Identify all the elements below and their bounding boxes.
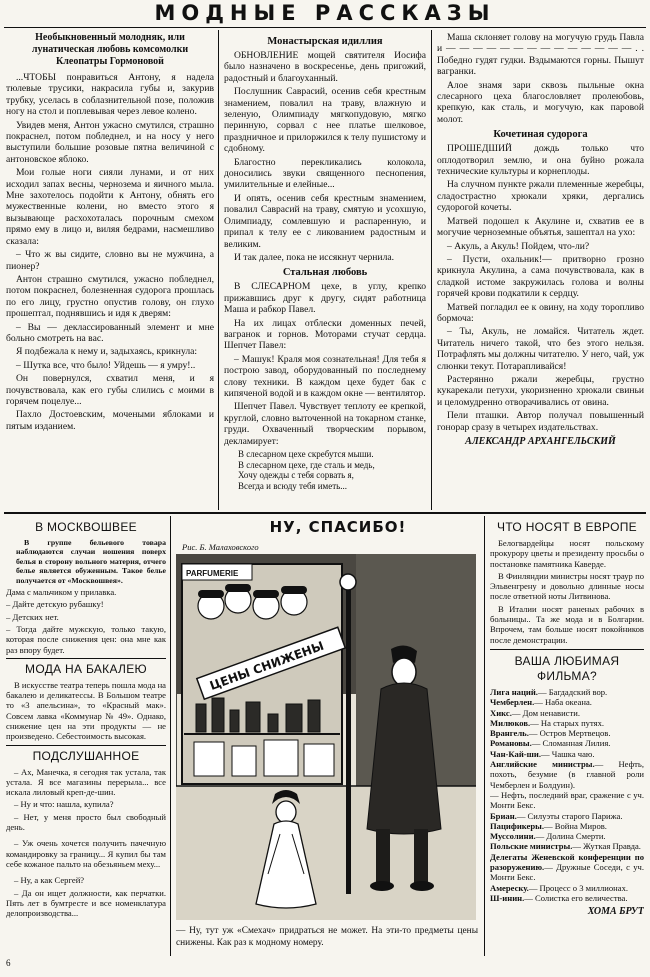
paragraph: В СЛЕСАРНОМ цехе, в углу, крепко прижавшись друг к другу, сидят работница Маша и рабкор Павел. <box>224 281 426 316</box>
poem-line: Хочу одежды с тебя сорвать я, <box>238 470 354 480</box>
poem <box>238 449 426 491</box>
film-answer: — Процесс о 3 миллионах. <box>528 882 629 893</box>
dialog-line: Дама с мальчиком у прилавка. <box>6 587 117 598</box>
section-heading: ВАША ЛЮБИМАЯ ФИЛЬМА? <box>514 653 620 683</box>
paragraph: – Пусти, охальник!— притворно грозно крикнула Акулина, а сама почувствовала, как в сладкой истоме закружилась голова и волны горячей крови подкатили к сердцу. <box>437 253 644 300</box>
film-respondent: Ш-инин. <box>490 892 525 903</box>
paragraph: ПРОШЕДШИЙ дождь только что оплодотворил землю, и она буйно рожала технические культуры и корнеплоды. <box>437 143 644 178</box>
film-answer: — Сломанная Лилия. <box>531 738 611 749</box>
paragraph: Растерянно ржали жеребцы, грустно кукарекали петухи, укоризненно хрюкали свиньи и целомудренно отворачивались от овина. <box>437 373 644 408</box>
film-entry <box>490 697 644 707</box>
paragraph: Пели пташки. Автор получал повышенный гонорар сразу в четырех издательствах. <box>437 410 644 433</box>
film-respondent: Делегаты Женевской конференции по разоружению. <box>490 851 644 873</box>
section-heading: В МОСКВОШВЕЕ <box>35 520 137 534</box>
paragraph: На их лицах отблески доменных печей, вагранок и горнов. Моторами стучат сердца. Шепчет Павел: <box>224 317 426 352</box>
paragraph: Он повернулся, схватил меня, и я почувствовала, как его губы слились с моими в горячем поцелуе... <box>6 373 214 407</box>
film-entry <box>490 718 644 728</box>
poem-line: Всегда и всюду тебя иметь... <box>238 480 347 491</box>
paragraph: ОБНОВЛЕНИЕ мощей святителя Иосифа было назначено в воскресенье, день пригожий, радостный и благоуханный. <box>224 50 426 84</box>
cartoon-title: НУ, СПАСИБО! <box>269 518 407 536</box>
author-signature: ХОМА БРУТ <box>587 906 644 918</box>
paragraph: – Что ж вы сидите, словно вы не мужчина, а пионер? <box>6 249 214 272</box>
section-heading: Кочетиная судорога <box>493 129 588 141</box>
page-title: МОДНЫЕ РАССКАЗЫ <box>154 1 496 25</box>
film-respondent: Чан-Кай-ши. <box>490 748 542 759</box>
film-entry <box>490 749 644 759</box>
dialog-line: – Тогда дайте мужскую, только такую, которая после снижения цен: она мне как раз впору будет. <box>6 623 166 655</box>
film-respondent: Муссолини. <box>490 831 536 842</box>
paragraph: На случном пункте ржали племенные жеребцы, сладострастно хрюкали хряки, дергались судорогой кочеты. <box>437 179 644 214</box>
film-answer: — Солистка его величества. <box>524 892 628 903</box>
title-rule <box>4 27 646 28</box>
section-heading: ПОДСЛУШАННОЕ <box>32 748 140 763</box>
dialog-line: – Детских нет. <box>6 611 59 622</box>
film-answer: — Чашка чаю. <box>541 748 595 759</box>
section-heading: МОДА НА БАКАЛЕЮ <box>25 661 147 676</box>
dialog-line: – Уж очень хочется получить пачечную командировку за границу... Я купил бы там себе кожаное пальто на обезьяньем меху... <box>6 838 166 869</box>
shop-sign-text: PARFUMERIE <box>186 569 239 578</box>
dialog-line: – Дайте детскую рубашку! <box>6 599 104 610</box>
dialog-line: – Нет, у меня просто был свободный день. <box>6 811 166 833</box>
paragraph: В искусстве театра теперь пошла мода на бакалею и деликатессы. В Большом театре то «3 апельсина», то «Красный мак». Совсем лавка «Коммунар № 49». Однако, снижение цен на эти продукты — не произведено. Себестоимость высокая. <box>6 679 166 742</box>
film-answer: — Силуэты старого Парижа. <box>516 810 623 821</box>
paragraph: ...ЧТОБЫ понравиться Антону, я надела тюлевые трусики, накрасила губы и, закурив трубку, уселась в соблазнительной позе, положив ногу на стол и поплевывая через левое колено. <box>6 72 214 118</box>
paragraph: Я подбежала к нему и, задыхаясь, крикнула: <box>16 346 198 358</box>
poem-line: В слесарном цехе, где сталь и медь, <box>238 459 375 470</box>
film-entry <box>490 821 644 831</box>
paragraph: – Машук! Краля моя сознательная! Для тебя я построю завод, оборудованный по последнему слову техники. В каждом цехе будет бак с кипяченой водой и в каждом окне — вентилятор. <box>224 353 426 399</box>
film-entry <box>490 687 644 697</box>
film-entry <box>490 893 644 903</box>
film-respondent: Бриан. <box>490 810 517 821</box>
film-respondent: Польские министры. <box>490 841 573 852</box>
film-answer: — Нефть, последний враг, сражение с уч. Монти Бекс. <box>490 789 644 811</box>
film-entry <box>490 811 644 821</box>
right-feuilletons <box>490 520 644 960</box>
story-headline: Необыкновенный молодняк, или лунатическая любовь комсомолки Клеопатры Гормоновой <box>31 32 189 67</box>
film-answer: — Дом ненависти. <box>511 707 580 718</box>
story-molodnyak <box>6 32 214 510</box>
film-answer: — Остров Мертвецов. <box>528 728 611 739</box>
prices-banner-text: ЦЕНЫ СНИЖЕНЫ <box>207 638 326 693</box>
section-heading: Монастырская идиллия <box>267 36 383 47</box>
paragraph: – Акуль, а Акуль! Пойдем, что-ли? <box>447 240 590 252</box>
left-feuilletons <box>6 520 166 960</box>
film-respondent: Хикс. <box>490 707 512 718</box>
paragraph: Алое знамя зари сквозь пыльные окна слесарного цеха благословляет пролеюбовь, крепкую, как сталь, и могучую, как паровой молот. <box>437 79 644 125</box>
dialog-line: – Ну и что: нашла, купила? <box>14 799 114 810</box>
film-answer: — Жуткая Правда. <box>572 841 641 852</box>
film-respondent: Английские министры. <box>490 759 595 770</box>
cartoon-illustration <box>176 554 476 920</box>
divider <box>6 745 166 746</box>
page-number: 6 <box>6 958 11 968</box>
column-divider <box>484 516 485 956</box>
film-respondent: Пацификеры. <box>490 820 544 831</box>
paragraph: – Ты, Акуль, не ломайся. Читатель ждет. Читатель ничего такой, что без этого нельзя. Потрафлять мы должны читателю. У него, чай, уж слюнки текут. Потарапливайся! <box>437 326 644 372</box>
film-entry <box>490 759 644 790</box>
section-rule <box>4 512 646 514</box>
cartoon-credit: Рис. Б. Малаховского <box>182 542 259 552</box>
film-answer: — Нефть, похоть, безумие (в главной роли Чемберлен и Болдуин). <box>490 759 644 790</box>
dialog-line: – Ах, Манечка, я сегодня так устала, так устала. Я все магазины перерыла... все искала лиловый креп-де-шин. <box>6 766 166 798</box>
paragraph: Пахло Достоевским, мочеными яблоками и пятым изданием. <box>6 409 214 432</box>
dialog-line: – Да он ищет должности, как перчатки. Пять лет в бумтресте и все номенклатура делопроизводства... <box>6 887 166 919</box>
film-list <box>490 687 644 903</box>
paragraph: Мои голые ноги сияли лунами, и от них исходил запах весны, чернозема и яичного мыла. Мне захотелось подойти к Антону, обнять его мужественные колени, но вместо этого я вызывающе расхохоталась порочным смехом прямо ему в лицо и, виляя бедрами, насмешливо сказала: <box>6 167 214 247</box>
poem-line: В слесарном цехе скребутся мыши. <box>238 449 374 459</box>
paragraph: И опять, осенив себя крестным знамением, повалил Саврасий на траву, смятую и усохшую, Олимпиаду, сомлевшую и распаренную, и припал к телу ее с ликованием радостным и великим. <box>224 192 426 250</box>
film-answer: — Долина Смерти. <box>535 831 606 842</box>
paragraph: Матвей подошел к Акулине и, схватив ее в могучие черноземные объятья, зашептал на ухо: <box>437 215 644 239</box>
column-divider <box>431 30 432 510</box>
film-answer: — Багдадский вор. <box>537 686 608 697</box>
notice-text: В группе бельевого товара наблюдаются случаи ношения поверх белья в сторону вольного материя, отчего белье является обуженным. Такое белье получается от «Москвошвея». <box>16 538 166 585</box>
film-answer: — Война Миров. <box>543 820 607 831</box>
paragraph: – Вы — деклассированный элемент и мне больно смотреть на вас. <box>6 321 214 344</box>
cartoon-caption: — Ну, тут уж «Смехач» придраться не может. На эти-то предметы цены снижены. Как раз к модному номеру. <box>176 926 478 948</box>
paragraph: Шепчет Павел. Чувствует теплоту ее крепкой, круглой, словно выточенной на токарном станке, груди. Охваченный творческим порывом, декламирует: <box>224 401 426 447</box>
film-entry <box>490 790 644 811</box>
paragraph: Увидев меня, Антон ужасно смутился, страшно покраснел, потом побледнел, и на носу у него выступили большие розовые пятна величиной с антоновское яблоко. <box>6 119 214 165</box>
film-entry <box>490 831 644 841</box>
paragraph: Благостно перекликались колокола, доносились звуки священного песнопения, умилительные и елейные... <box>224 156 426 191</box>
paragraph: – Шутка все, что было! Уйдешь — я умру!.. <box>16 359 196 371</box>
column-divider <box>170 516 171 956</box>
paragraph: Белогвардейцы носят польскому прокурору цветы и президенту просьбы о постановке памятника Каверде. <box>490 538 644 569</box>
film-entry <box>490 738 644 748</box>
divider <box>490 649 644 650</box>
film-entry <box>490 841 644 851</box>
film-entry <box>490 883 644 893</box>
film-respondent: Романовы. <box>490 738 532 749</box>
film-entry <box>490 852 644 883</box>
paragraph: Матвей погладил ее к овину, на ходу торопливо бормоча: <box>437 301 644 324</box>
film-respondent: Лига наций. <box>490 686 538 697</box>
story-kochetinaya <box>437 32 644 510</box>
paragraph: И так далее, пока не иссякнут чернила. <box>234 251 395 263</box>
film-answer: — На старых путях. <box>530 717 605 728</box>
film-respondent: Врангель. <box>490 728 529 739</box>
column-divider <box>218 30 219 510</box>
divider <box>6 658 166 659</box>
film-entry <box>490 728 644 738</box>
paragraph: Маша склоняет голову на могучую грудь Павла и — — — — — — — — — — — — — — . . Победно гудят гудки. Вздымаются горны. Пышут вагранки. <box>437 32 644 78</box>
film-respondent: Милюков. <box>490 717 531 728</box>
film-entry <box>490 708 644 718</box>
paragraph: Послушник Саврасий, осенив себя крестным знамением, повалил на траву, влажную и зеленую, Олимпиаду мягкопудовую, мягко перинную, сорвал с нее платье шелковое, праздничное и прилоржился к телу пушистому и сдобному. <box>224 86 426 155</box>
story-monastery-steel <box>224 32 426 510</box>
author-signature: АЛЕКСАНДР АРХАНГЕЛЬСКИЙ <box>465 436 616 447</box>
film-respondent: Чемберлен. <box>490 697 535 708</box>
paragraph: В Италии носят раненых рабочих в больницы.. Та же мода и в Болгарии. Впрочем, там больше носят покойников после демонстрации. <box>490 603 644 645</box>
paragraph: Антон страшно смутился, ужасно побледнел, потом покраснел, болезненная судорога прошлась по его лицу, грустно опустив голову, он глухо прошептал, поднявшись и идя к дверям: <box>6 273 214 320</box>
section-heading: Стальная любовь <box>282 267 368 279</box>
paragraph: В Финляндии министры носят траур по Эльвенгрену и довольно длинные носы после ответной ноты Литвинова. <box>490 570 644 602</box>
dialog-line: – Ну, а как Сергей? <box>14 875 85 886</box>
film-respondent: Амереску. <box>490 882 529 893</box>
section-heading: ЧТО НОСЯТ В ЕВРОПЕ <box>497 520 637 534</box>
film-answer: — Дружные Соседи, с уч. Монти Бекс. <box>490 862 644 883</box>
film-answer: — Наба океана. <box>534 697 592 708</box>
